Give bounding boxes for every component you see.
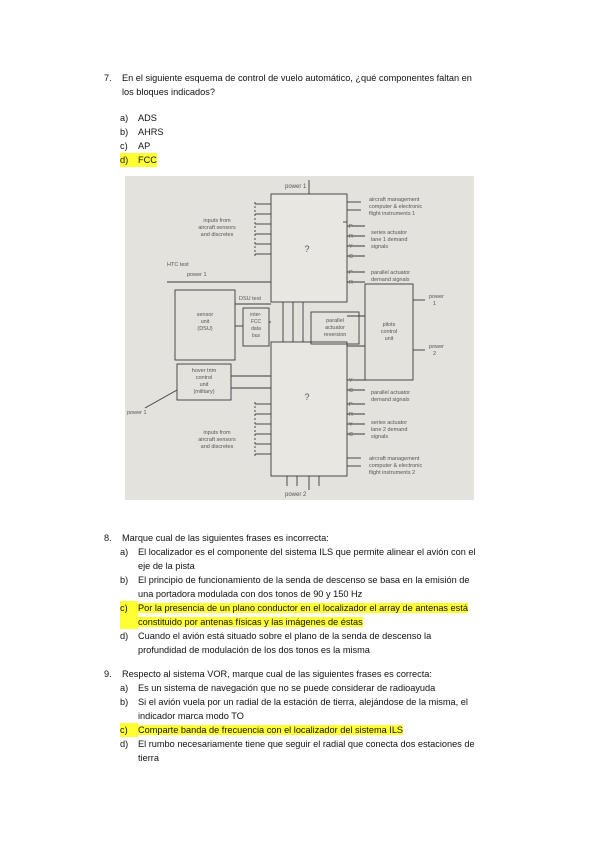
flight-control-schematic <box>125 176 474 500</box>
mgmt-bottom-line1: aircraft management <box>369 456 420 462</box>
power-right1-line2: 1 <box>433 301 437 307</box>
option-c[interactable]: c) AP <box>120 141 151 151</box>
inputs-top-line2: aircraft sensors <box>198 225 236 231</box>
inputs-top-line1: inputs from <box>203 218 231 224</box>
power1-left-label: power 1 <box>127 410 147 416</box>
parallel-top-line2: demand signals <box>371 277 410 283</box>
question-text-line: En el siguiente esquema de control de vuelo automático, ¿qué componentes faltan en <box>122 73 472 83</box>
sensor-unit-line1: sensor <box>196 312 214 318</box>
inter-fcc-line1: inter- <box>250 312 262 318</box>
hover-trim-line4: (military) <box>193 389 215 395</box>
mgmt-top-line1: aircraft management <box>369 197 420 203</box>
axis-label: P <box>349 402 353 408</box>
mgmt-bottom-line3: flight instruments 2 <box>369 470 416 476</box>
mgmt-bottom-line2: computer & electronic <box>369 463 423 469</box>
series-lane2-line3: signals <box>371 434 389 440</box>
parallel-reversion-line2: actuator <box>325 325 345 331</box>
axis-label: P <box>349 224 353 230</box>
missing-block-top: ? <box>304 244 310 254</box>
series-lane2-line1: series actuator <box>371 420 408 426</box>
series-lane2-line2: lane 2 demand <box>371 427 408 433</box>
power1-sensor-label: power 1 <box>187 272 207 278</box>
sensor-unit-line2: unit <box>200 319 210 325</box>
series-lane1-line2: lane 1 demand <box>371 237 408 243</box>
flight-control-diagram <box>125 176 474 500</box>
question-8 <box>104 531 520 657</box>
question-9 <box>104 667 520 765</box>
axis-label: Y <box>349 422 353 428</box>
power2-bottom-label: power 2 <box>285 492 307 498</box>
inputs-top-line3: and discretes <box>200 232 234 238</box>
question-number: 9. <box>104 669 112 679</box>
missing-block-bottom: ? <box>304 392 310 402</box>
axis-label: P <box>349 270 353 276</box>
axis-label: R <box>349 280 353 286</box>
question-7 <box>104 71 520 167</box>
option-d[interactable]: d) Cuando el avión está situado sobre el plano de la senda de descenso la profundidad de modulación de los dos tonos es la misma <box>120 631 432 655</box>
parallel-bottom-line1: parallel actuator <box>371 390 411 396</box>
inputs-bottom-line2: aircraft sensors <box>198 437 236 443</box>
power-right2-line2: 2 <box>433 351 437 357</box>
parallel-bottom-line2: demand signals <box>371 397 410 403</box>
question-text: Respecto al sistema VOR, marque cual de las siguientes frases es correcta: <box>122 669 432 679</box>
inter-fcc-line2: FCC <box>250 319 262 325</box>
option-c-correct[interactable]: c) Por la presencia de un plano conductor en el localizador el array de antenas está constituido por antenas físicas y las imágenes de éstas <box>120 603 468 627</box>
pilots-control-line1: pilots <box>382 322 396 328</box>
htc-test-label: HTC test <box>167 262 189 268</box>
option-b[interactable]: b) El principio de funcionamiento de la senda de descenso se basa en la emisión de una portadora modulada con dos tonos de 90 y 150 Hz <box>120 575 470 599</box>
option-a[interactable]: a) Es un sistema de navegación que no se puede considerar de radioayuda <box>120 683 436 693</box>
series-lane1-line1: series actuator <box>371 230 408 236</box>
mgmt-top-line3: flight instruments 1 <box>369 211 416 217</box>
axis-label: C <box>349 432 353 438</box>
option-b[interactable]: b) AHRS <box>120 127 164 137</box>
option-c-correct[interactable]: c) Comparte banda de frecuencia con el localizador del sistema ILS <box>120 725 404 735</box>
axis-label: R <box>349 234 353 240</box>
question-text-line: los bloques indicados? <box>122 87 215 97</box>
question-text: Marque cual de las siguientes frases es incorrecta: <box>122 533 329 543</box>
parallel-reversion-line1: parallel <box>326 318 344 324</box>
axis-label: Y <box>349 244 353 250</box>
option-b[interactable]: b) Si el avión vuela por un radial de la estación de tierra, alejándose de la misma, el indicador marca modo TO <box>120 697 468 721</box>
inter-fcc-line4: bus <box>251 333 261 339</box>
pilots-control-line2: control <box>380 329 398 335</box>
axis-label: R <box>349 412 353 418</box>
parallel-reversion-line3: reversion <box>323 332 347 338</box>
pilots-control-line3: unit <box>384 336 394 342</box>
axis-label: C <box>349 254 353 260</box>
hover-trim-line3: unit <box>199 382 209 388</box>
dsu-test-label: DSU test <box>239 296 262 302</box>
mgmt-top-line2: computer & electronic <box>369 204 423 210</box>
axis-label: Y <box>349 378 353 384</box>
power-right2-line1: power <box>429 344 444 350</box>
sensor-unit-line3: (DSU) <box>197 326 213 332</box>
parallel-top-line1: parallel actuator <box>371 270 411 276</box>
option-a[interactable]: a) El localizador es el componente del sistema ILS que permite alinear el avión con el eje de la pista <box>120 547 476 571</box>
option-d[interactable]: d) El rumbo necesariamente tiene que seguir el radial que conecta dos estaciones de tierra <box>120 739 475 763</box>
question-number: 7. <box>104 73 112 83</box>
inter-fcc-line3: data <box>251 326 261 332</box>
power-right1-line1: power <box>429 294 444 300</box>
option-d-correct[interactable]: d) FCC <box>120 155 157 165</box>
option-a[interactable]: a) ADS <box>120 113 157 123</box>
series-lane1-line3: signals <box>371 244 389 250</box>
question-number: 8. <box>104 533 112 543</box>
power1-top-label: power 1 <box>285 184 307 190</box>
hover-trim-line1: hover trim <box>191 368 217 374</box>
inputs-bottom-line3: and discretes <box>200 444 234 450</box>
axis-label: C <box>349 388 353 394</box>
hover-trim-line2: control <box>195 375 213 381</box>
inputs-bottom-line1: inputs from <box>203 430 231 436</box>
